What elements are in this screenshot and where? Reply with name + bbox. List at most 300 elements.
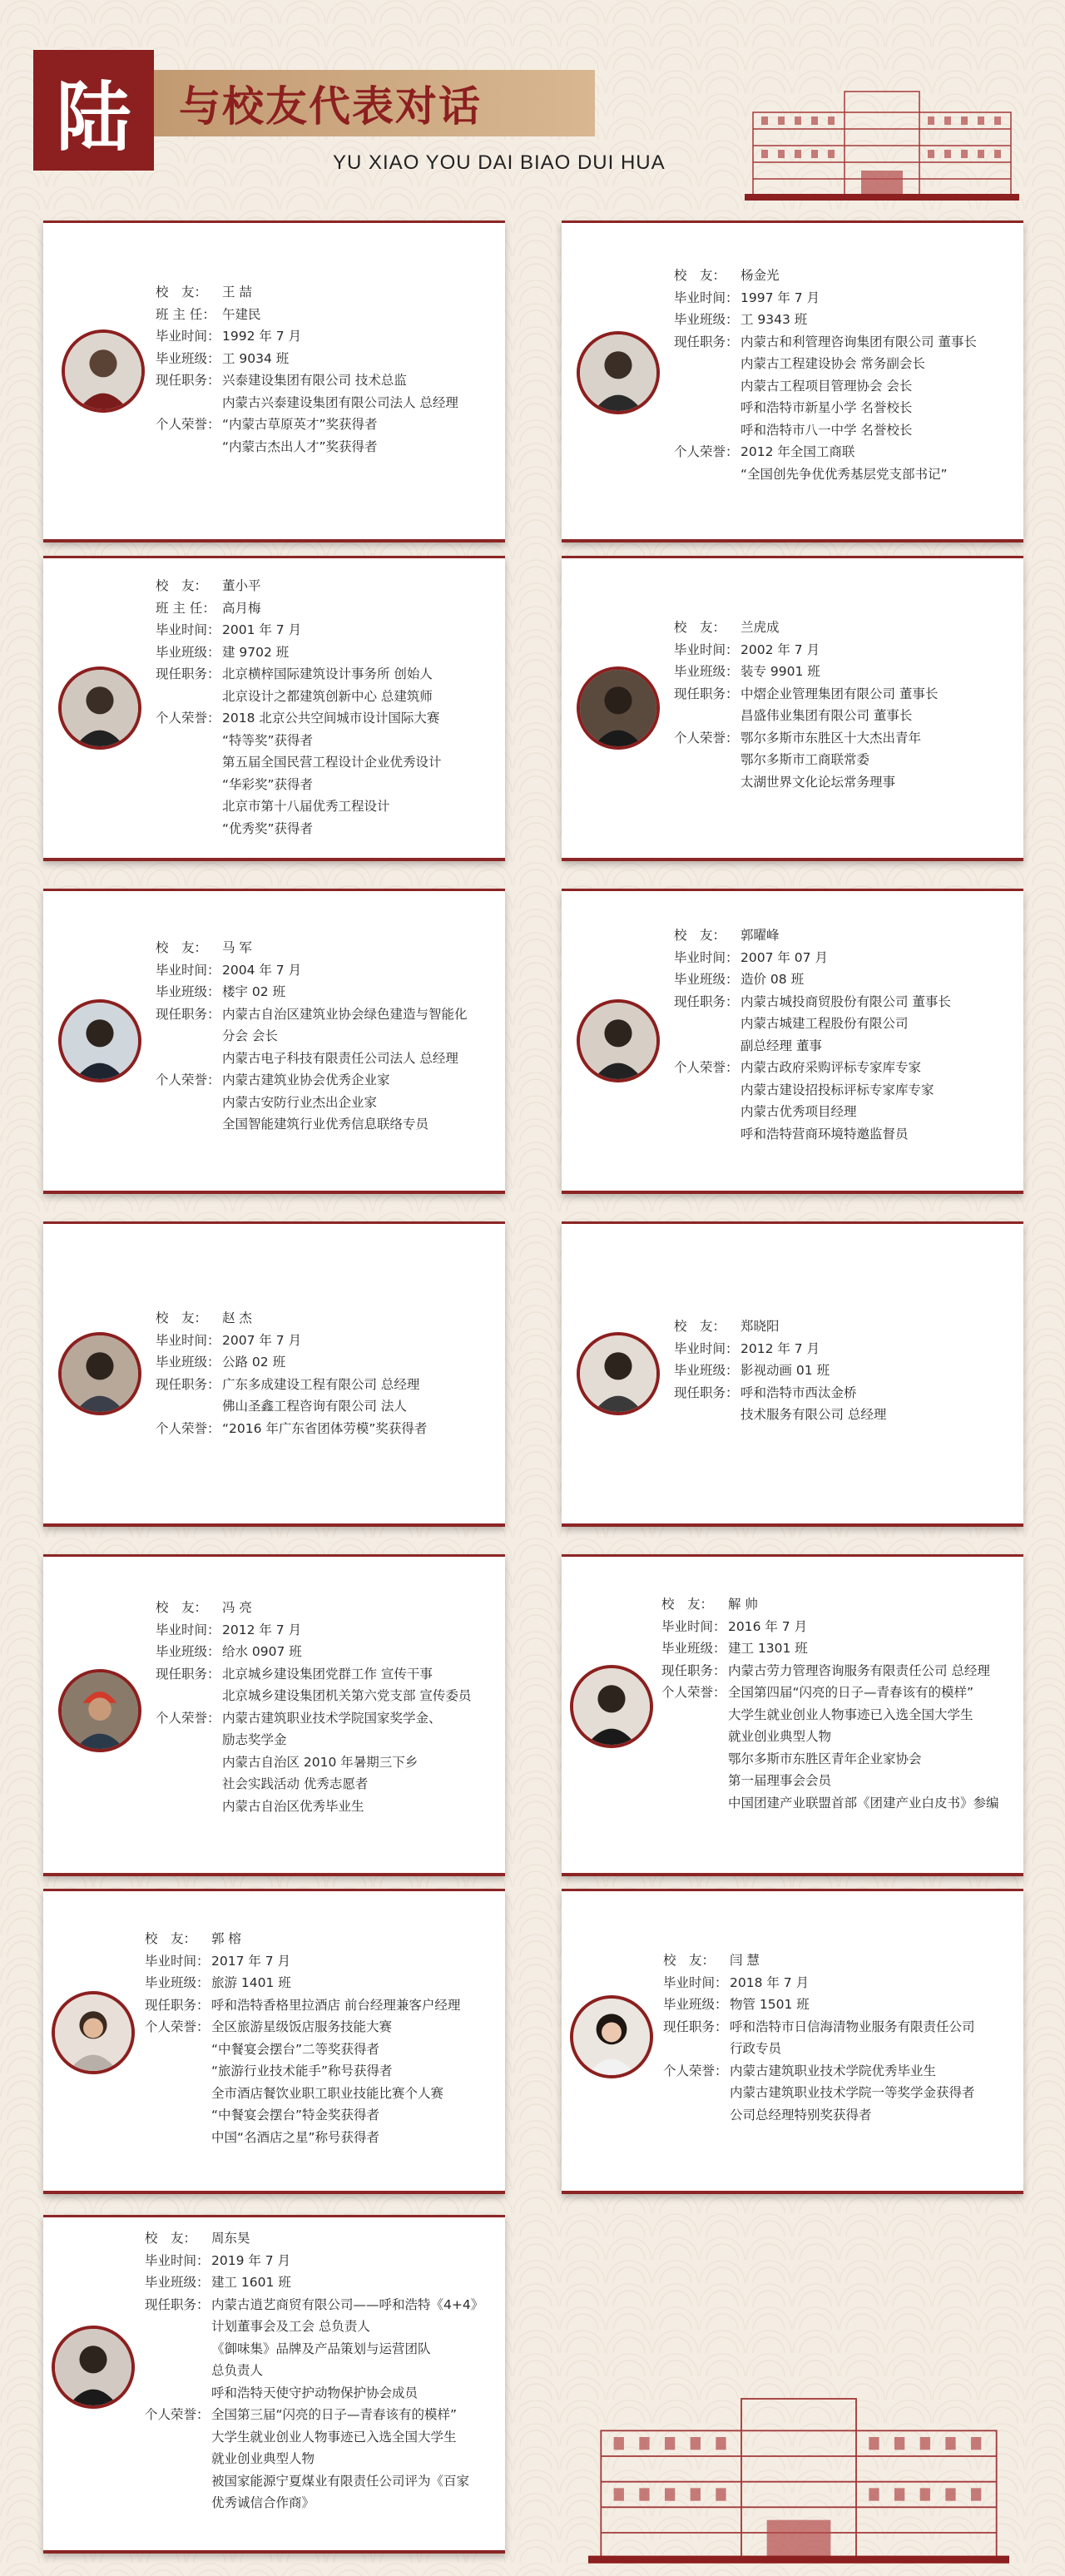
info-row bbox=[156, 1418, 497, 1440]
info-label: 个人荣誉： bbox=[674, 444, 739, 459]
info-value: 公路 02 班 bbox=[222, 1355, 286, 1370]
info-value: 内蒙古优秀项目经理 bbox=[741, 1104, 857, 1119]
info-value: 大学生就业创业人物事迹已入选全国大学生 bbox=[728, 1707, 973, 1722]
info-values bbox=[741, 968, 804, 991]
info-value: 社会实践活动 优秀志愿者 bbox=[222, 1776, 369, 1791]
info-value: 内蒙古兴泰建设集团有限公司法人 总经理 bbox=[222, 394, 458, 410]
info-label: 校 友： bbox=[156, 940, 208, 955]
info-value: 2012 年 7 月 bbox=[222, 1622, 302, 1637]
info-value: 第一届理事会会员 bbox=[728, 1773, 832, 1788]
info-value: 内蒙古劳力管理咨询服务有限责任公司 总经理 bbox=[728, 1662, 990, 1678]
info-label: 毕业时间： bbox=[156, 329, 220, 344]
info-row bbox=[661, 1593, 1015, 1616]
info-value: 物管 1501 班 bbox=[730, 1997, 810, 2012]
info-value: 影视动画 01 班 bbox=[741, 1363, 830, 1378]
info-values bbox=[728, 1660, 990, 1682]
info-value: 高月梅 bbox=[222, 600, 261, 616]
info-value: 2016 年 7 月 bbox=[728, 1618, 808, 1634]
info-row bbox=[145, 1928, 497, 1950]
info-row bbox=[661, 1682, 1015, 1814]
info-label: 毕业班级： bbox=[156, 984, 220, 999]
info-label: 校 友： bbox=[661, 1597, 714, 1612]
info-value: 全国第四届“闪亮的日子—青春该有的模样” bbox=[728, 1685, 974, 1700]
info-row bbox=[145, 2016, 497, 2148]
alumni-info bbox=[156, 575, 497, 840]
info-value: 鄂尔多斯市东胜区青年企业家协会 bbox=[728, 1751, 922, 1766]
info-value: 2018 年 7 月 bbox=[730, 1974, 810, 1990]
info-values bbox=[222, 1069, 428, 1136]
alumni-avatar bbox=[577, 666, 660, 750]
info-values bbox=[730, 1972, 809, 1994]
info-row bbox=[156, 981, 497, 1003]
title-banner bbox=[154, 70, 595, 136]
info-value: 内蒙古城建工程股份有限公司 bbox=[741, 1016, 909, 1031]
info-value: 内蒙古工程项目管理协会 会长 bbox=[741, 378, 913, 394]
info-row bbox=[145, 2294, 497, 2405]
info-values bbox=[222, 575, 261, 597]
info-label: 现任职务： bbox=[674, 686, 739, 701]
info-row bbox=[156, 1374, 497, 1418]
info-value: 就业创业典型人物 bbox=[728, 1729, 832, 1744]
info-value: 2019 年 7 月 bbox=[211, 2252, 291, 2268]
info-value: 《御味集》品牌及产品策划与运营团队 bbox=[211, 2341, 431, 2356]
info-value: 1992 年 7 月 bbox=[222, 329, 302, 344]
info-value: 内蒙古电子科技有限责任公司法人 总经理 bbox=[222, 1050, 458, 1066]
info-value: 旅游 1401 班 bbox=[211, 1975, 291, 1990]
info-row bbox=[145, 1972, 497, 1994]
info-value: 2007 年 07 月 bbox=[741, 949, 828, 965]
info-row bbox=[661, 1637, 1015, 1660]
info-value: 全市酒店餐饮业职工职业技能比赛个人赛 bbox=[211, 2085, 444, 2101]
info-row bbox=[156, 1069, 497, 1136]
info-values bbox=[222, 1707, 442, 1818]
info-value: “2016 年广东省团体劳模”奖获得者 bbox=[222, 1420, 428, 1436]
info-values bbox=[211, 2016, 443, 2148]
alumni-card bbox=[43, 1221, 505, 1527]
info-value: 优秀诚信合作商》 bbox=[211, 2495, 315, 2510]
info-value: 2017 年 7 月 bbox=[211, 1953, 291, 1969]
info-values bbox=[222, 304, 261, 326]
info-row bbox=[145, 1950, 497, 1973]
alumni-info bbox=[156, 1597, 497, 1817]
info-value: 全区旅游星级饭店服务技能大赛 bbox=[211, 2019, 393, 2034]
alumni-card bbox=[562, 1221, 1023, 1527]
info-value: 内蒙古自治区 2010 年暑期三下乡 bbox=[222, 1754, 419, 1770]
info-value: 呼和浩特市新星小学 名誉校长 bbox=[741, 400, 913, 415]
info-label: 毕业班级： bbox=[674, 1363, 739, 1378]
info-value: 昌盛伟业集团有限公司 董事长 bbox=[741, 708, 913, 723]
info-value: 杨金光 bbox=[741, 268, 780, 283]
info-values bbox=[741, 265, 780, 287]
info-label: 个人荣誉： bbox=[156, 1073, 220, 1087]
info-values bbox=[728, 1637, 808, 1660]
info-row bbox=[156, 937, 497, 959]
info-value: 解 帅 bbox=[728, 1597, 758, 1612]
alumni-avatar bbox=[58, 999, 141, 1082]
info-label: 毕业班级： bbox=[145, 1975, 210, 1990]
info-values bbox=[222, 663, 433, 707]
info-row bbox=[674, 683, 1015, 727]
info-values bbox=[741, 441, 948, 485]
info-row bbox=[663, 1994, 1015, 2016]
info-label: 校 友： bbox=[156, 578, 208, 593]
info-label: 毕业班级： bbox=[156, 644, 220, 660]
info-row bbox=[674, 639, 1015, 661]
alumni-avatar bbox=[58, 1332, 141, 1415]
info-value: 计划董事会及工会 总负责人 bbox=[211, 2319, 370, 2334]
section-badge: 陆 bbox=[33, 50, 154, 171]
info-value: 内蒙古建筑职业技术学院国家奖学金、 bbox=[222, 1710, 442, 1726]
alumni-avatar bbox=[58, 1669, 141, 1752]
info-label: 个人荣誉： bbox=[156, 711, 220, 726]
alumni-avatar bbox=[62, 329, 145, 413]
info-label: 班 主 任： bbox=[156, 306, 215, 322]
info-label: 校 友： bbox=[145, 2231, 197, 2246]
alumni-info bbox=[661, 1593, 1015, 1814]
alumni-card bbox=[43, 556, 505, 861]
info-value: 工 9034 班 bbox=[222, 350, 290, 366]
info-value: 分会 会长 bbox=[222, 1028, 278, 1043]
info-label: 班 主 任： bbox=[156, 600, 215, 616]
info-value: 大学生就业创业人物事迹已入选全国大学生 bbox=[211, 2429, 457, 2445]
info-value: 1997 年 7 月 bbox=[741, 290, 820, 305]
info-value: 被国家能源宁夏煤业有限责任公司评为《百家 bbox=[211, 2473, 470, 2489]
info-values bbox=[222, 642, 289, 664]
info-row bbox=[156, 369, 497, 414]
info-value: 全国第三届“闪亮的日子—青春该有的模样” bbox=[211, 2407, 458, 2422]
info-row bbox=[156, 414, 497, 458]
info-value: 中国团建产业联盟首部《团建产业白皮书》参编 bbox=[728, 1795, 999, 1811]
info-value: “华彩奖”获得者 bbox=[222, 776, 314, 792]
info-values bbox=[222, 1003, 468, 1070]
info-values bbox=[222, 707, 442, 840]
info-values bbox=[211, 1950, 290, 1973]
info-value: 赵 杰 bbox=[222, 1310, 252, 1325]
info-value: 周东昊 bbox=[211, 2231, 250, 2246]
info-row bbox=[156, 642, 497, 664]
info-value: 励志奖学金 bbox=[222, 1732, 287, 1747]
info-value: 2004 年 7 月 bbox=[222, 962, 302, 978]
info-row bbox=[156, 1307, 497, 1330]
info-label: 毕业班级： bbox=[661, 1641, 726, 1656]
alumni-card bbox=[562, 889, 1023, 1194]
info-value: 北京城乡建设集团机关第六党支部 宣传委员 bbox=[222, 1688, 472, 1703]
info-value: “优秀奖”获得者 bbox=[222, 820, 314, 836]
info-value: 第五届全国民营工程设计企业优秀设计 bbox=[222, 755, 442, 770]
info-label: 现任职务： bbox=[663, 2019, 728, 2034]
alumni-info bbox=[156, 1307, 497, 1439]
alumni-info bbox=[156, 937, 497, 1136]
info-values bbox=[728, 1616, 807, 1638]
info-value: 呼和浩特市西汰金桥 bbox=[741, 1385, 857, 1400]
info-row bbox=[674, 661, 1015, 683]
info-label: 校 友： bbox=[156, 1600, 208, 1615]
info-row bbox=[156, 959, 497, 982]
info-value: 闫 慧 bbox=[730, 1953, 760, 1968]
info-label: 个人荣誉： bbox=[661, 1685, 726, 1700]
info-row bbox=[663, 2016, 1015, 2060]
info-value: 北京城乡建设集团党群工作 宣传干事 bbox=[222, 1666, 433, 1682]
info-label: 毕业班级： bbox=[674, 312, 739, 327]
info-value: 郭曜峰 bbox=[741, 928, 780, 943]
info-label: 毕业班级： bbox=[156, 1644, 220, 1659]
info-row bbox=[156, 325, 497, 348]
info-label: 校 友： bbox=[674, 1319, 726, 1334]
info-label: 毕业班级： bbox=[674, 664, 739, 679]
info-label: 毕业时间： bbox=[156, 1332, 220, 1348]
info-values bbox=[222, 1663, 471, 1707]
info-row bbox=[674, 947, 1015, 969]
alumni-info bbox=[674, 924, 1015, 1145]
info-label: 个人荣誉： bbox=[145, 2019, 210, 2034]
info-label: 校 友： bbox=[145, 1931, 197, 1946]
alumni-info bbox=[156, 281, 497, 458]
info-value: 郑晓阳 bbox=[741, 1319, 780, 1334]
info-label: 毕业班级： bbox=[156, 1355, 220, 1370]
info-value: 工 9343 班 bbox=[741, 312, 808, 327]
info-row bbox=[661, 1660, 1015, 1682]
alumni-card bbox=[43, 1889, 505, 2194]
alumni-info bbox=[674, 265, 1015, 485]
info-label: 毕业时间： bbox=[156, 1622, 220, 1637]
info-value: 造价 08 班 bbox=[741, 972, 805, 987]
info-value: 2002 年 7 月 bbox=[741, 642, 820, 657]
alumni-info bbox=[674, 1315, 1015, 1426]
info-value: 太湖世界文化论坛常务理事 bbox=[741, 774, 896, 790]
info-value: 佛山圣鑫工程咨询有限公司 法人 bbox=[222, 1399, 407, 1414]
info-row bbox=[156, 1351, 497, 1374]
info-value: 2012 年全国工商联 bbox=[741, 444, 855, 459]
info-label: 毕业班级： bbox=[145, 2275, 210, 2290]
info-values bbox=[222, 1374, 419, 1418]
info-values bbox=[211, 1972, 291, 1994]
info-value: 午建民 bbox=[222, 306, 261, 322]
info-values bbox=[741, 331, 977, 442]
info-label: 个人荣誉： bbox=[674, 730, 739, 746]
info-values bbox=[741, 1338, 820, 1360]
info-value: 2007 年 7 月 bbox=[222, 1332, 302, 1348]
info-value: “中餐宴会摆台”二等奖获得者 bbox=[211, 2041, 380, 2057]
info-values bbox=[741, 661, 820, 683]
info-row bbox=[674, 968, 1015, 991]
info-label: 校 友： bbox=[674, 928, 726, 943]
alumni-card bbox=[43, 889, 505, 1194]
info-label: 个人荣誉： bbox=[156, 1420, 220, 1436]
info-values bbox=[222, 348, 289, 370]
info-label: 毕业时间： bbox=[145, 1953, 210, 1969]
info-row bbox=[674, 1338, 1015, 1360]
info-label: 个人荣誉： bbox=[663, 2063, 728, 2078]
info-row bbox=[156, 1663, 497, 1707]
info-values bbox=[222, 619, 301, 642]
info-row bbox=[156, 1641, 497, 1663]
info-value: 兰虎成 bbox=[741, 620, 780, 635]
alumni-card bbox=[562, 1889, 1023, 2194]
info-value: 楼宇 02 班 bbox=[222, 984, 286, 999]
info-label: 毕业时间： bbox=[661, 1618, 726, 1634]
alumni-avatar bbox=[58, 666, 141, 750]
info-value: 内蒙古城投商贸股份有限公司 董事长 bbox=[741, 993, 951, 1009]
info-values bbox=[211, 1994, 460, 2017]
info-values bbox=[730, 2060, 975, 2127]
info-row bbox=[674, 1360, 1015, 1382]
info-value: 郭 榕 bbox=[211, 1931, 241, 1946]
info-row bbox=[145, 2404, 497, 2514]
info-row bbox=[156, 663, 497, 707]
info-value: 全国智能建筑行业优秀信息联络专员 bbox=[222, 1117, 429, 1132]
alumni-avatar bbox=[577, 331, 660, 414]
info-value: 呼和浩特香格里拉酒店 前台经理兼客户经理 bbox=[211, 1997, 461, 2013]
info-value: “旅游行业技术能手”称号获得者 bbox=[211, 2063, 393, 2078]
info-value: 内蒙古逍艺商贸有限公司——呼和浩特《4+4》 bbox=[211, 2296, 484, 2312]
info-value: 内蒙古安防行业杰出企业家 bbox=[222, 1094, 378, 1110]
info-values bbox=[741, 727, 921, 794]
info-row bbox=[663, 2060, 1015, 2127]
info-row bbox=[145, 2250, 497, 2272]
info-value: 冯 亮 bbox=[222, 1600, 252, 1615]
info-value: 马 军 bbox=[222, 940, 252, 955]
info-label: 校 友： bbox=[156, 1310, 208, 1325]
alumni-info bbox=[145, 1928, 497, 2148]
info-values bbox=[222, 959, 301, 982]
info-row bbox=[663, 1972, 1015, 1994]
info-values bbox=[211, 2294, 483, 2405]
info-values bbox=[222, 1619, 301, 1642]
info-value: 内蒙古政府采购评标专家库专家 bbox=[741, 1060, 922, 1075]
info-row bbox=[145, 1994, 497, 2017]
campus-building-illustration-top bbox=[745, 79, 1019, 204]
info-row bbox=[156, 575, 497, 597]
info-row bbox=[145, 2227, 497, 2250]
alumni-avatar bbox=[577, 999, 660, 1082]
alumni-card bbox=[43, 1554, 505, 1876]
info-label: 现任职务： bbox=[156, 1376, 220, 1392]
info-label: 校 友： bbox=[674, 268, 726, 283]
info-value: 内蒙古建设招投标评标专家库专家 bbox=[741, 1082, 934, 1097]
info-value: 内蒙古自治区优秀毕业生 bbox=[222, 1798, 364, 1814]
info-row bbox=[156, 348, 497, 370]
info-label: 现任职务： bbox=[674, 1385, 739, 1400]
info-values bbox=[741, 639, 820, 661]
info-values bbox=[211, 2250, 290, 2272]
info-value: 建 9702 班 bbox=[222, 644, 290, 660]
info-values bbox=[222, 1597, 252, 1619]
info-label: 校 友： bbox=[663, 1953, 716, 1968]
info-row bbox=[674, 1057, 1015, 1145]
info-value: “中餐宴会摆台”特金奖获得者 bbox=[211, 2108, 380, 2123]
info-values bbox=[222, 1330, 301, 1352]
info-values bbox=[222, 281, 252, 304]
info-label: 毕业时间： bbox=[156, 622, 220, 637]
page-subtitle: YU XIAO YOU DAI BIAO DUI HUA bbox=[333, 151, 666, 174]
alumni-card bbox=[43, 2215, 505, 2554]
page-title: 与校友代表对话 bbox=[179, 82, 482, 131]
alumni-avatar bbox=[52, 1991, 135, 2074]
alumni-avatar bbox=[577, 1332, 660, 1415]
info-value: 中熠企业管理集团有限公司 董事长 bbox=[741, 686, 939, 701]
info-label: 现任职务： bbox=[661, 1662, 726, 1678]
info-row bbox=[156, 281, 497, 304]
info-values bbox=[730, 1949, 760, 1972]
info-values bbox=[741, 991, 951, 1058]
info-label: 毕业时间： bbox=[674, 1340, 739, 1356]
info-values bbox=[741, 1057, 934, 1145]
info-row bbox=[156, 619, 497, 642]
info-values bbox=[222, 1418, 427, 1440]
alumni-card bbox=[43, 220, 505, 542]
info-value: 北京设计之都建筑创新中心 总建筑师 bbox=[222, 688, 433, 704]
info-values bbox=[222, 937, 252, 959]
info-label: 现任职务： bbox=[674, 334, 739, 349]
info-value: 中国“名酒店之星”称号获得者 bbox=[211, 2129, 380, 2145]
info-label: 个人荣誉： bbox=[674, 1060, 739, 1075]
alumni-avatar bbox=[570, 1995, 653, 2078]
info-value: “内蒙古杰出人才”奖获得者 bbox=[222, 438, 378, 454]
info-value: 就业创业典型人物 bbox=[211, 2451, 315, 2466]
info-row bbox=[156, 597, 497, 620]
info-value: 王 喆 bbox=[222, 285, 252, 300]
info-values bbox=[211, 2271, 291, 2294]
info-label: 现任职务： bbox=[145, 1997, 210, 2013]
info-value: 广东多成建设工程有限公司 总经理 bbox=[222, 1376, 420, 1392]
info-value: “特等奖”获得者 bbox=[222, 732, 314, 748]
info-row bbox=[674, 727, 1015, 794]
info-values bbox=[211, 2404, 469, 2514]
info-label: 现任职务： bbox=[156, 373, 220, 388]
info-row bbox=[674, 1315, 1015, 1338]
info-value: 总负责人 bbox=[211, 2363, 264, 2378]
alumni-card bbox=[562, 220, 1023, 542]
info-values bbox=[222, 325, 301, 348]
info-value: 2018 北京公共空间城市设计国际大赛 bbox=[222, 711, 440, 726]
info-row bbox=[674, 617, 1015, 639]
info-value: 呼和浩特市八一中学 名誉校长 bbox=[741, 422, 913, 438]
info-label: 毕业时间： bbox=[145, 2252, 210, 2268]
info-value: 建工 1601 班 bbox=[211, 2275, 291, 2290]
info-values bbox=[741, 309, 807, 331]
info-values bbox=[728, 1682, 999, 1814]
info-values bbox=[728, 1593, 758, 1616]
info-values bbox=[211, 1928, 241, 1950]
info-row bbox=[674, 309, 1015, 331]
info-value: 呼和浩特营商环境特邀监督员 bbox=[741, 1126, 909, 1142]
info-value: 北京市第十八届优秀工程设计 bbox=[222, 799, 390, 814]
info-row bbox=[145, 2271, 497, 2294]
info-values bbox=[741, 924, 780, 947]
info-label: 毕业时间： bbox=[674, 290, 739, 305]
alumni-card bbox=[562, 556, 1023, 861]
info-value: 内蒙古建筑职业技术学院优秀毕业生 bbox=[730, 2063, 937, 2078]
info-label: 毕业班级： bbox=[674, 972, 739, 987]
info-values bbox=[741, 947, 828, 969]
info-row bbox=[674, 924, 1015, 947]
info-row bbox=[156, 1619, 497, 1642]
info-values bbox=[222, 1307, 252, 1330]
info-label: 毕业时间： bbox=[674, 642, 739, 657]
info-value: 兴泰建设集团有限公司 技术总监 bbox=[222, 373, 407, 388]
info-row bbox=[674, 991, 1015, 1058]
info-value: 北京横梓国际建筑设计事务所 创始人 bbox=[222, 666, 433, 681]
info-label: 现任职务： bbox=[145, 2296, 210, 2312]
info-value: 技术服务有限公司 总经理 bbox=[741, 1407, 887, 1422]
info-row bbox=[674, 287, 1015, 310]
info-value: 鄂尔多斯市东胜区十大杰出青年 bbox=[741, 730, 922, 746]
info-values bbox=[741, 287, 820, 310]
alumni-avatar bbox=[52, 2326, 135, 2409]
info-row bbox=[156, 707, 497, 840]
info-value: 内蒙古建筑业协会优秀企业家 bbox=[222, 1073, 390, 1087]
info-label: 毕业班级： bbox=[663, 1997, 728, 2012]
